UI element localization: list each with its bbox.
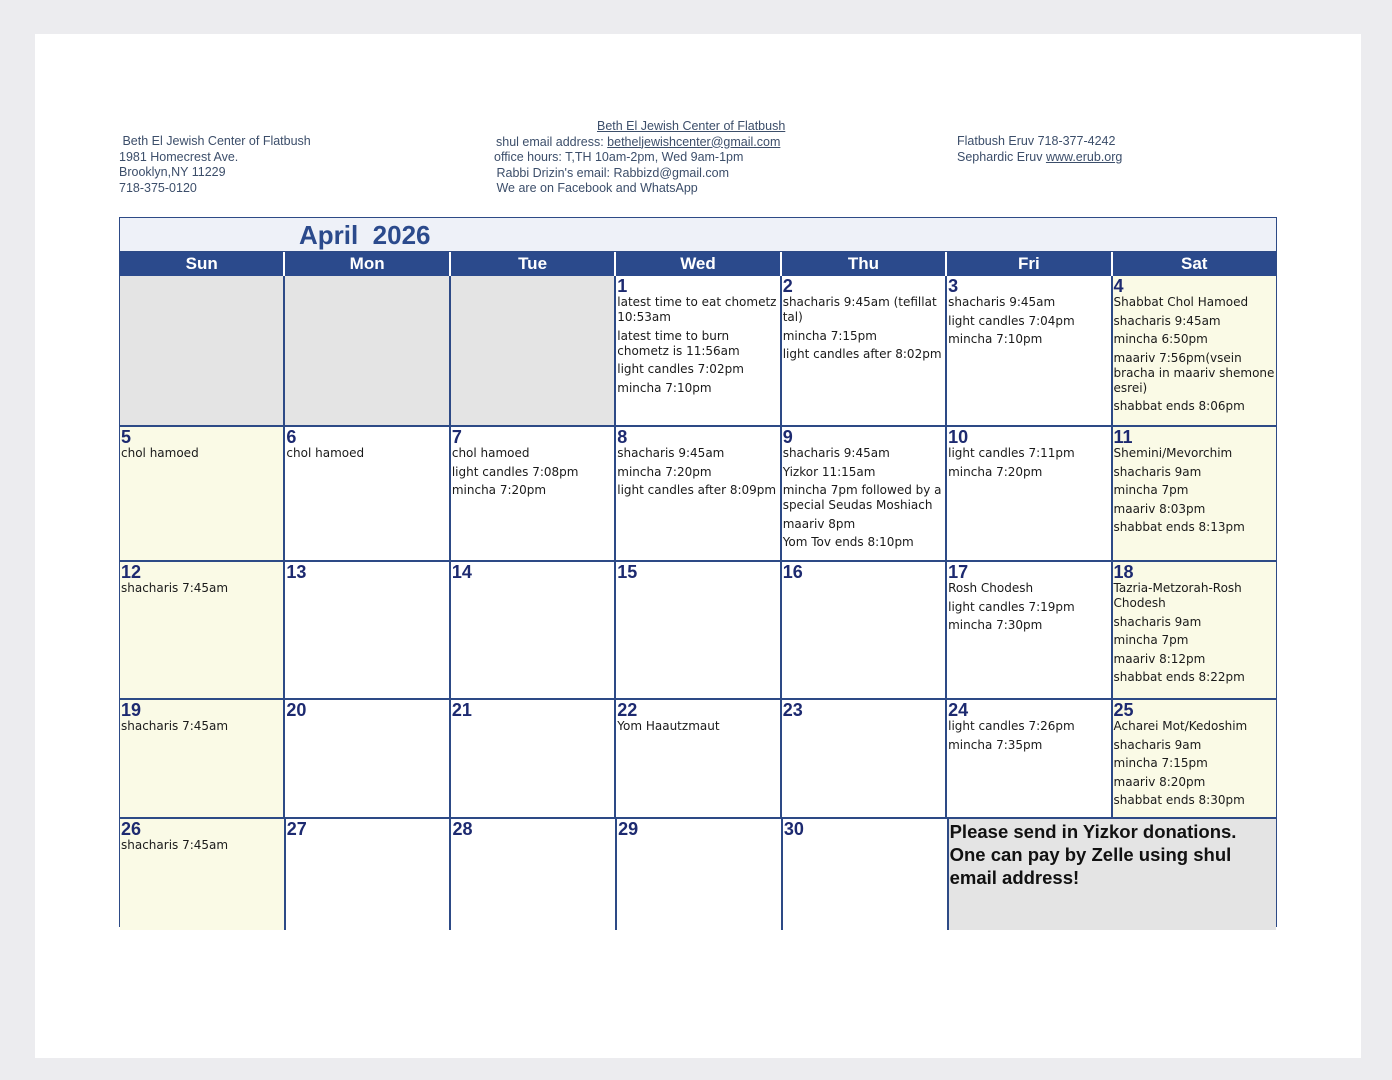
day-number: 19 [121, 700, 142, 720]
day-event: light candles 7:11pm [948, 446, 1075, 460]
day-event: mincha 7:10pm [617, 380, 712, 395]
day-event: latest time to burn chometz is 11:56am [617, 328, 740, 358]
week-row [120, 700, 1276, 819]
day-number: 10 [948, 427, 969, 447]
day-event: shacharis 9am [1113, 737, 1202, 752]
day-cell-26 [120, 819, 286, 930]
day-event: mincha 7:20pm [451, 483, 547, 497]
day-event: light candles 7:02pm [617, 362, 744, 376]
day-cell-15 [616, 562, 781, 700]
day-cell-21 [451, 700, 616, 819]
day-event: shabbat ends 8:06pm [1113, 399, 1245, 413]
day-number: 11 [1113, 427, 1133, 447]
day-cell-18 [1113, 562, 1276, 700]
day-event: Yizkor 11:15am [782, 464, 876, 479]
day-event: mincha 7pm [1113, 633, 1189, 647]
day-cell-22 [616, 700, 781, 819]
day-number: 17 [948, 562, 969, 582]
weekday-header-sun: Sun [120, 252, 285, 276]
day-event: mincha 7:20pm [617, 464, 712, 479]
day-cell-1 [616, 276, 781, 427]
day-number: 7 [451, 427, 462, 447]
day-event: light candles 7:04pm [948, 313, 1075, 328]
day-event: shabbat ends 8:22pm [1113, 670, 1245, 684]
day-number: 27 [286, 819, 307, 839]
day-number: 13 [286, 562, 307, 582]
day-cell-27 [286, 819, 452, 930]
day-number: 2 [782, 276, 793, 296]
day-number: 18 [1113, 562, 1134, 582]
social-media-note: We are on Facebook and WhatsApp [493, 181, 698, 195]
day-event: mincha 7pm followed by a special Seudas Moshiach [782, 483, 942, 512]
day-event: maariv 8:20pm [1113, 774, 1206, 789]
day-number: 14 [451, 562, 472, 582]
day-cell-2 [782, 276, 947, 427]
day-cell-28 [451, 819, 617, 930]
day-event: chol hamoed [121, 446, 199, 460]
shul-street: 1981 Homecrest Ave. [119, 149, 239, 164]
day-event: chol hamoed [451, 446, 530, 460]
month-title: April 2026 [299, 220, 431, 250]
weekday-header-sat: Sat [1113, 252, 1276, 276]
day-cell-17 [947, 562, 1112, 700]
day-event: Yom Haautzmaut [617, 719, 720, 733]
shul-contact-block [493, 119, 785, 197]
day-event: shacharis 9:45am (tefillat tal) [782, 295, 937, 324]
day-number: 4 [1113, 276, 1124, 296]
weekday-header-tue: Tue [451, 252, 616, 276]
day-cell-25 [1113, 700, 1276, 819]
day-event: mincha 7:35pm [948, 737, 1043, 752]
month-calendar [119, 217, 1277, 927]
day-event: mincha 7:15pm [782, 328, 877, 343]
day-event: Shemini/Mevorchim [1113, 446, 1233, 460]
day-event: light candles 7:26pm [948, 719, 1075, 733]
day-event: mincha 7:30pm [948, 618, 1043, 632]
day-event: light candles after 8:09pm [617, 483, 777, 497]
day-cell-5 [120, 427, 285, 562]
day-cell-3 [947, 276, 1112, 427]
day-cell-6 [285, 427, 450, 562]
day-event: shacharis 7:45am [121, 581, 229, 595]
shul-city: Brooklyn,NY 11229 [119, 165, 226, 179]
day-event: Acharei Mot/Kedoshim [1113, 719, 1248, 733]
weekday-header-wed: Wed [616, 252, 781, 276]
flatbush-eruv: Flatbush Eruv 718-377-4242 [957, 134, 1116, 148]
day-cell-19 [120, 700, 285, 819]
day-event: shacharis 9:45am [948, 295, 1056, 309]
yizkor-donation-note: Please send in Yizkor donations. One can pay by Zelle using shul email address! [949, 821, 1237, 888]
office-hours: office hours: T,TH 10am-2pm, Wed 9am-1pm [494, 150, 744, 164]
shul-email-line: shul email address: betheljewishcenter@gmail.com [496, 134, 781, 149]
day-event: light candles 7:08pm [451, 464, 579, 479]
empty-day-cell [285, 276, 450, 427]
day-cell-24 [947, 700, 1112, 819]
day-number: 1 [617, 276, 628, 296]
shul-phone: 718-375-0120 [119, 180, 197, 195]
day-number: 20 [286, 700, 307, 720]
week-row [120, 562, 1276, 700]
weekday-header-mon: Mon [285, 252, 450, 276]
day-event: shabbat ends 8:13pm [1113, 520, 1245, 534]
day-number: 25 [1113, 700, 1134, 720]
day-event: maariv 8:12pm [1113, 651, 1206, 666]
week-row [120, 427, 1276, 562]
day-number: 16 [782, 562, 803, 582]
weekday-header-thu: Thu [782, 252, 947, 276]
day-cell-29 [617, 819, 783, 930]
day-number: 24 [948, 700, 969, 720]
shul-email-link[interactable]: betheljewishcenter@gmail.com [607, 134, 781, 149]
day-event: maariv 7:56pm(vsein bracha in maariv shemone esrei) [1113, 350, 1275, 395]
day-number: 9 [782, 427, 793, 447]
week-row [120, 819, 1276, 930]
day-event: Yom Tov ends 8:10pm [782, 535, 914, 549]
day-event: mincha 7:10pm [948, 332, 1043, 346]
day-number: 3 [948, 276, 959, 296]
day-cell-4 [1113, 276, 1276, 427]
month-title-bar [120, 218, 1276, 252]
day-event: shacharis 9:45am [617, 446, 725, 460]
day-event: chol hamoed [286, 446, 365, 460]
day-event: light candles 7:19pm [948, 599, 1075, 614]
day-event: maariv 8:03pm [1113, 501, 1206, 516]
day-cell-14 [451, 562, 616, 700]
day-event: mincha 7:15pm [1113, 756, 1208, 770]
day-event: light candles after 8:02pm [782, 347, 942, 361]
day-event: shacharis 9:45am [1113, 313, 1221, 328]
empty-day-cell [451, 276, 616, 427]
day-number: 23 [782, 700, 803, 720]
day-event: shabbat ends 8:30pm [1113, 793, 1245, 807]
day-cell-8 [616, 427, 781, 562]
day-number: 5 [121, 427, 132, 447]
day-event: shacharis 7:45am [121, 719, 229, 733]
day-cell-30 [783, 819, 949, 930]
day-cell-20 [285, 700, 450, 819]
erub-link[interactable]: www.erub.org [1045, 149, 1123, 164]
day-number: 29 [618, 819, 639, 839]
day-cell-13 [285, 562, 450, 700]
eruv-block [957, 134, 1122, 165]
day-number: 21 [451, 700, 472, 720]
day-event: shacharis 9am [1113, 614, 1202, 629]
day-number: 30 [783, 819, 804, 839]
week-row [120, 276, 1276, 427]
day-event: Rosh Chodesh [948, 581, 1034, 595]
weekday-header-fri: Fri [947, 252, 1112, 276]
day-number: 22 [617, 700, 638, 720]
shul-name: Beth El Jewish Center of Flatbush [119, 134, 311, 148]
day-event: latest time to eat chometz 10:53am [617, 295, 777, 324]
day-number: 6 [286, 427, 297, 447]
day-cell-7 [451, 427, 616, 562]
day-cell-23 [782, 700, 947, 819]
day-event: Tazria-Metzorah-Rosh Chodesh [1113, 581, 1242, 610]
day-event: shacharis 9am [1113, 464, 1202, 479]
shul-address-block [119, 134, 311, 196]
day-event: Shabbat Chol Hamoed [1113, 295, 1249, 309]
rabbi-email: Rabbi Drizin's email: Rabbizd@gmail.com [493, 165, 729, 180]
day-event: shacharis 7:45am [121, 838, 229, 852]
day-number: 26 [121, 819, 142, 839]
day-cell-10 [947, 427, 1112, 562]
calendar-grid [120, 276, 1276, 926]
day-number: 12 [121, 562, 142, 582]
empty-day-cell [120, 276, 285, 427]
day-event: mincha 7:20pm [948, 464, 1043, 479]
donation-note-cell [949, 819, 1276, 930]
day-event: maariv 8pm [782, 516, 856, 531]
sephardic-eruv: Sephardic Eruv www.erub.org [957, 149, 1123, 164]
shul-title-link[interactable]: Beth El Jewish Center of Flatbush [597, 119, 786, 133]
day-event: mincha 7pm [1113, 483, 1189, 497]
day-event: mincha 6:50pm [1113, 332, 1208, 346]
day-number: 8 [617, 427, 628, 447]
calendar-page [35, 34, 1361, 1058]
day-cell-11 [1113, 427, 1276, 562]
day-cell-9 [782, 427, 947, 562]
day-cell-16 [782, 562, 947, 700]
day-number: 28 [452, 819, 473, 839]
weekday-header-row [120, 252, 1276, 276]
day-cell-12 [120, 562, 285, 700]
day-number: 15 [617, 562, 638, 582]
day-event: shacharis 9:45am [782, 446, 890, 460]
